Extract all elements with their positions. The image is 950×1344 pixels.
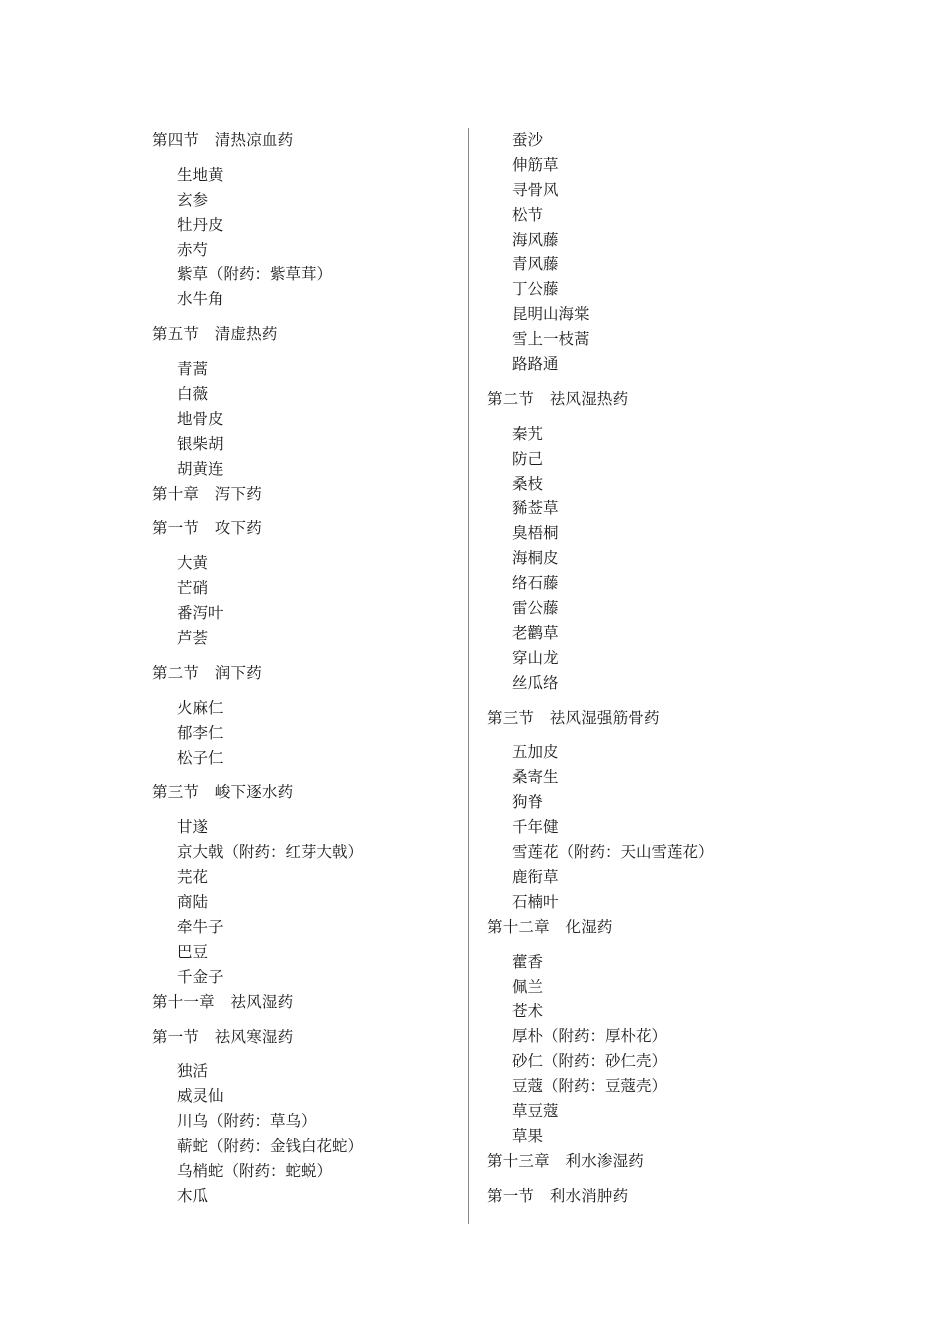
toc-entry: 狗脊 <box>512 793 544 812</box>
spacer <box>152 805 482 815</box>
spacer <box>487 412 817 422</box>
toc-entry: 丁公藤 <box>512 280 559 299</box>
toc-entry: 水牛角 <box>177 290 224 309</box>
toc-entry: 芒硝 <box>177 579 209 598</box>
toc-entry: 地骨皮 <box>177 409 224 428</box>
toc-entry: 五加皮 <box>512 743 559 762</box>
toc-section-heading: 第四节 清热凉血药 <box>152 131 294 149</box>
spacer <box>152 770 482 780</box>
column-divider <box>468 128 469 1224</box>
spacer <box>152 1049 482 1059</box>
toc-entry: 火麻仁 <box>177 698 224 717</box>
toc-entry: 海桐皮 <box>512 549 559 568</box>
spacer <box>152 312 482 322</box>
toc-entry: 乌梢蛇（附药：蛇蜕） <box>177 1161 333 1180</box>
toc-section-heading: 第二节 润下药 <box>152 663 262 682</box>
toc-entry: 昆明山海棠 <box>512 305 590 324</box>
toc-entry: 穿山龙 <box>512 648 559 667</box>
toc-entry: 独活 <box>177 1062 209 1081</box>
spacer <box>152 347 482 357</box>
spacer <box>152 541 482 551</box>
toc-entry: 秦艽 <box>512 424 544 443</box>
toc-entry: 松节 <box>512 205 544 224</box>
toc-section-heading: 第三节 祛风湿强筋骨药 <box>487 708 660 727</box>
toc-entry: 丝瓜络 <box>512 673 559 692</box>
toc-entry: 雪莲花（附药：天山雪莲花） <box>512 843 714 862</box>
toc-entry: 玄参 <box>177 190 209 209</box>
toc-entry: 芦荟 <box>177 629 209 648</box>
toc-entry: 白薇 <box>177 385 209 404</box>
spacer <box>152 153 482 163</box>
spacer <box>487 377 817 387</box>
toc-entry: 厚朴（附药：厚朴花） <box>512 1027 668 1046</box>
toc-entry: 海风藤 <box>512 230 559 249</box>
spacer <box>152 651 482 661</box>
toc-section-heading: 第一节 攻下药 <box>152 519 262 538</box>
toc-entry: 臭梧桐 <box>512 524 559 543</box>
toc-entry: 伸筋草 <box>512 155 559 174</box>
toc-entry: 芫花 <box>177 868 209 887</box>
toc-entry: 石楠叶 <box>512 892 559 911</box>
toc-entry: 络石藤 <box>512 574 559 593</box>
toc-entry: 鹿衔草 <box>512 867 559 886</box>
toc-entry: 威灵仙 <box>177 1087 224 1106</box>
toc-entry: 雪上一枝蒿 <box>512 330 590 349</box>
toc-entry: 老鹳草 <box>512 623 559 642</box>
toc-entry: 草豆蔻 <box>512 1101 559 1120</box>
toc-entry: 豆蔻（附药：豆蔻壳） <box>512 1077 668 1096</box>
toc-entry: 千年健 <box>512 818 559 837</box>
toc-entry: 青风藤 <box>512 255 559 274</box>
toc-chapter-heading: 第十一章 祛风湿药 <box>152 992 294 1011</box>
spacer <box>487 1174 817 1184</box>
toc-entry: 千金子 <box>177 967 224 986</box>
toc-entry: 牡丹皮 <box>177 215 224 234</box>
toc-entry: 赤芍 <box>177 240 209 259</box>
toc-entry: 苍术 <box>512 1002 544 1021</box>
toc-section-heading: 第五节 清虚热药 <box>152 325 278 344</box>
toc-entry: 佩兰 <box>512 977 544 996</box>
toc-entry: 雷公藤 <box>512 599 559 618</box>
spacer <box>152 506 482 516</box>
toc-entry: 商陆 <box>177 893 209 912</box>
toc-chapter-heading: 第十章 泻下药 <box>152 484 262 503</box>
spacer <box>487 940 817 950</box>
toc-section-heading: 第二节 祛风湿热药 <box>487 389 629 408</box>
spacer <box>152 686 482 696</box>
toc-entry: 郁李仁 <box>177 723 224 742</box>
toc-entry: 防己 <box>512 449 544 468</box>
spacer <box>487 730 817 740</box>
toc-entry: 青蒿 <box>177 360 209 379</box>
toc-entry: 松子仁 <box>177 748 224 767</box>
toc-entry: 巴豆 <box>177 942 209 961</box>
toc-entry: 蕲蛇（附药：金钱白花蛇） <box>177 1137 364 1156</box>
toc-entry: 紫草（附药：紫草茸） <box>177 265 333 284</box>
toc-entry: 牵牛子 <box>177 917 224 936</box>
toc-chapter-heading: 第十三章 利水渗湿药 <box>487 1151 645 1170</box>
toc-entry: 桑寄生 <box>512 768 559 787</box>
toc-section-heading: 第三节 峻下逐水药 <box>152 783 294 802</box>
toc-entry: 草果 <box>512 1126 544 1145</box>
toc-entry: 路路通 <box>512 355 559 374</box>
toc-entry: 藿香 <box>512 952 544 971</box>
toc-chapter-heading: 第十二章 化湿药 <box>487 917 613 936</box>
toc-left-column <box>152 128 482 1209</box>
spacer <box>487 696 817 706</box>
toc-section-heading: 第一节 祛风寒湿药 <box>152 1027 294 1046</box>
toc-entry: 番泻叶 <box>177 604 224 623</box>
toc-entry: 豨莶草 <box>512 499 559 518</box>
toc-entry: 京大戟（附药：红芽大戟） <box>177 843 364 862</box>
toc-entry: 寻骨风 <box>512 180 559 199</box>
toc-entry: 银柴胡 <box>177 434 224 453</box>
toc-section-heading: 第一节 利水消肿药 <box>487 1186 629 1205</box>
toc-entry: 胡黄连 <box>177 459 224 478</box>
toc-entry: 蚕沙 <box>512 131 544 149</box>
toc-right-column <box>487 128 817 1209</box>
spacer <box>152 1015 482 1025</box>
toc-entry: 甘遂 <box>177 818 209 837</box>
toc-entry: 木瓜 <box>177 1186 209 1205</box>
toc-entry: 川乌（附药：草乌） <box>177 1112 317 1131</box>
toc-entry: 桑枝 <box>512 474 544 493</box>
toc-entry: 砂仁（附药：砂仁壳） <box>512 1052 668 1071</box>
toc-entry: 生地黄 <box>177 165 224 184</box>
toc-entry: 大黄 <box>177 554 209 573</box>
